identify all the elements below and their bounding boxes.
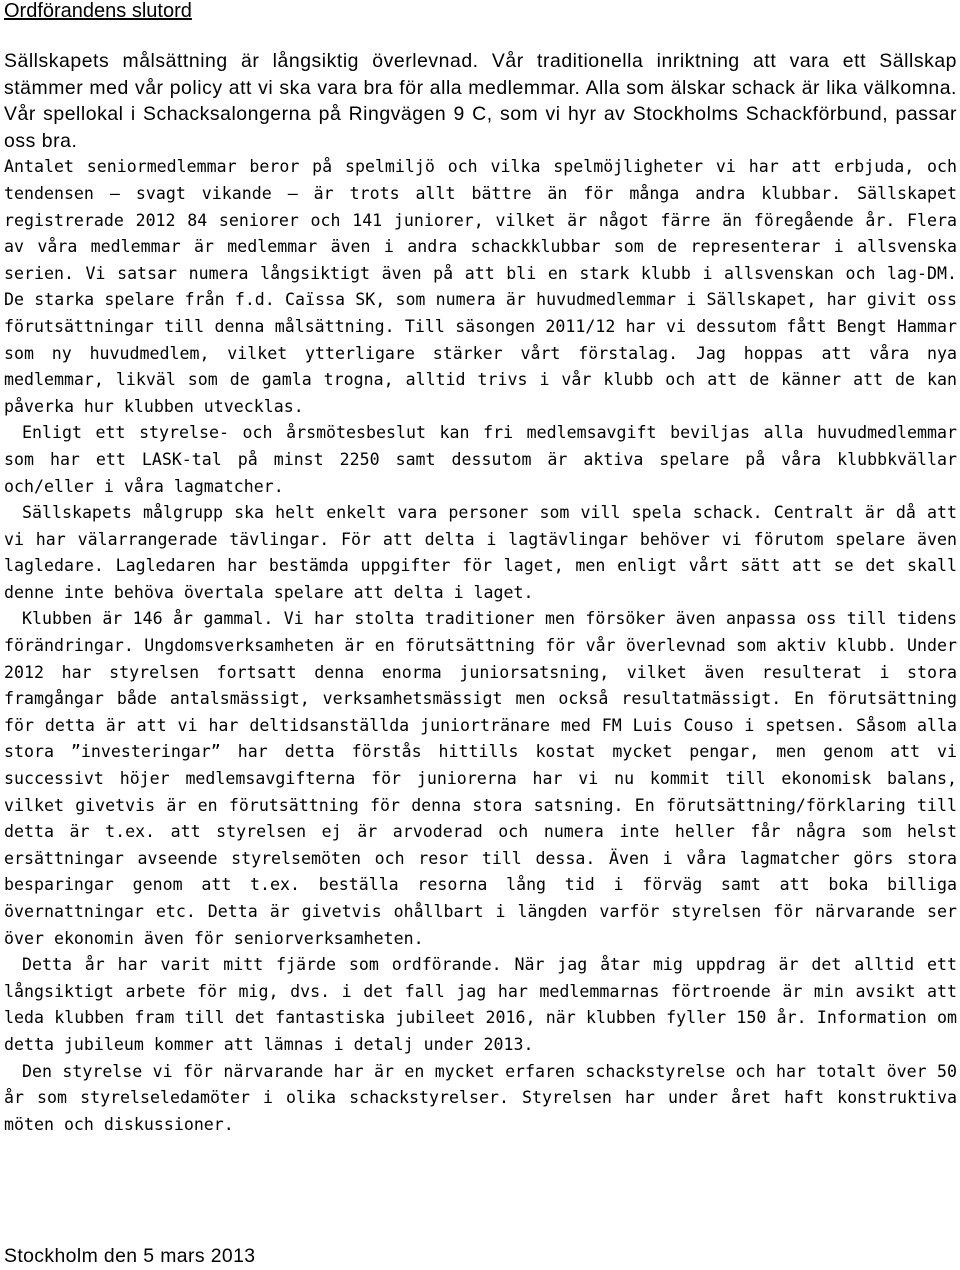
body-text [4, 48, 957, 1138]
paragraph-target-group: Sällskapets målgrupp ska helt enkelt vara personer som vill spela schack. Centralt är då att vi har välarrangerade tävlingar. För att delta i lagtävlingar behöver vi förutom spelare även lagledare. Lagledaren har bestämda uppgifter för laget, men enligt vårt sätt att se det skall denne inte behöva övertala spelare att delta i laget. [4, 503, 957, 602]
document-page [4, 0, 957, 1138]
signature-date: Stockholm den 5 mars 2013 [4, 1245, 256, 1267]
paragraph-chairman: Detta år har varit mitt fjärde som ordförande. När jag åtar mig uppdrag är det alltid ett långsiktigt arbete för mig, dvs. i det fall jag har medlemmarnas förtroende är min avsikt att leda klubben fram till det fantastiska jubileet 2016, när klubben fyller 150 år. Information om detta jubileum kommer att lämnas i detalj under 2013. [4, 955, 957, 1054]
paragraph-goal: Sällskapets målsättning är långsiktig överlevnad. Vår traditionella inriktning att vara ett Sällskap stämmer med vår policy att vi ska vara bra för alla medlemmar. Alla som älskar schack är lika välkomna. Vår spellokal i Schacksalongerna på Ringvägen 9 C, som vi hyr av Stockholms Schackförbund, passar oss bra. [4, 50, 957, 152]
paragraph-membership-fee: Enligt ett styrelse- och årsmötesbeslut kan fri medlemsavgift beviljas alla huvudmedlemmar som har ett LASK-tal på minst 2250 samt dessutom är aktiva spelare på våra klubbkvällar och/eller i våra lagmatcher. [4, 423, 957, 496]
paragraph-members: Antalet seniormedlemmar beror på spelmiljö och vilka spelmöjligheter vi har att erbjuda, och tendensen – svagt vikande – är trots allt bättre än för många andra klubbar. Sällskapet registrerade 2012 84 seniorer och 141 juniorer, vilket är något färre än föregående år. Flera av våra medlemmar är medlemmar även i andra schackklubbar som de representerar i allsvenska serien. Vi satsar numera långsiktigt även på att bli en stark klubb i allsvenskan och lag-DM. De starka spelare från f.d. Caïssa SK, som numera är huvudmedlemmar i Sällskapet, har givit oss förutsättningar till denna målsättning. Till säsongen 2011/12 har vi dessutom fått Bengt Hammar som ny huvudmedlem, vilket ytterligare stärker vårt förstalag. Jag hoppas att våra nya medlemmar, likväl som de gamla trogna, alltid trivs i vår klubb och att de känner att de kan påverka hur klubben utvecklas. [4, 157, 957, 416]
page-title: Ordförandens slutord [4, 0, 192, 22]
paragraph-board: Den styrelse vi för närvarande har är en mycket erfaren schackstyrelse och har totalt över 50 år som styrelseledamöter i olika schackstyrelser. Styrelsen har under året haft konstruktiva möten och diskussioner. [4, 1061, 957, 1134]
paragraph-youth: Klubben är 146 år gammal. Vi har stolta traditioner men försöker även anpassa oss till tidens förändringar. Ungdomsverksamheten är en förutsättning för vår överlevnad som aktiv klubb. Under 2012 har styrelsen fortsatt denna enorma juniorsatsning, vilket även resulterat i stora framgångar både antalsmässigt, verksamhetsmässigt men också resultatmässigt. En förutsättning för detta är att vi har deltidsanställda juniortränare med FM Luis Couso i spetsen. Såsom alla stora ”investeringar” har detta förstås hittills kostat mycket pengar, men genom att vi successivt höjer medlemsavgifterna för juniorerna har vi nu kommit till ekonomisk balans, vilket givetvis är en förutsättning för denna stora satsning. En förutsättning/förklaring till detta är t.ex. att styrelsen ej är arvoderad och numera inte heller får några som helst ersättningar avseende styrelsemöten och resor till dessa. Även i våra lagmatcher görs stora besparingar genom att t.ex. beställa resorna lång tid i förväg samt att boka billiga övernattningar etc. Detta är givetvis ohållbart i längden varför styrelsen för närvarande ser över ekonomin även för seniorverksamheten. [4, 609, 957, 948]
